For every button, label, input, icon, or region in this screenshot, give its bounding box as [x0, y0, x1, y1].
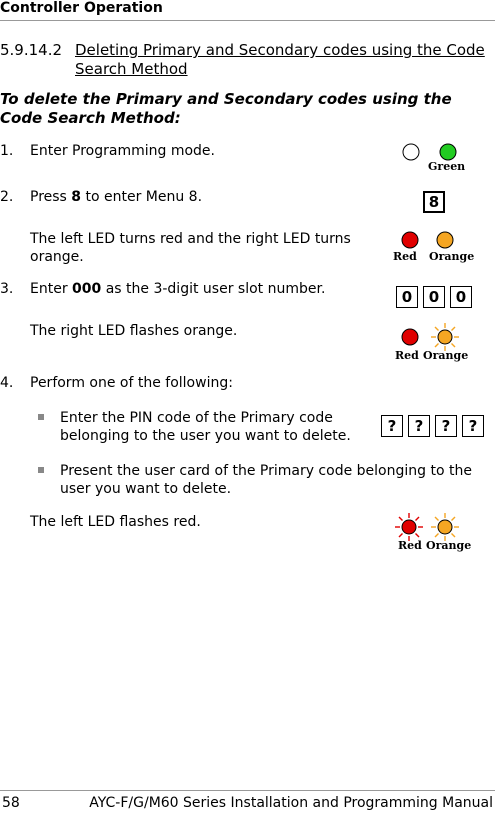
step-number: 1.	[0, 143, 14, 159]
step-2-note: The left LED turns red and the right LED turns orange.	[30, 231, 351, 265]
left-led-red-icon	[402, 329, 418, 345]
key-0: 0	[450, 286, 472, 308]
led-indicator-step-1	[402, 143, 472, 173]
step-text: Press 8 to enter Menu 8.	[30, 189, 203, 205]
section-number: 5.9.14.2	[0, 41, 63, 59]
step-text: Enter Programming mode.	[30, 143, 215, 159]
key-8: 8	[423, 191, 445, 213]
step-text: Perform one of the following:	[30, 375, 233, 391]
right-led-flashing-orange-icon	[431, 323, 459, 351]
procedure-subheading: To delete the Primary and Secondary codes using the Code Search Method:	[0, 90, 452, 127]
red-label: Red	[393, 250, 417, 263]
left-led-red-icon	[402, 232, 418, 248]
led-icons	[393, 322, 473, 352]
green-label: Green	[428, 160, 466, 173]
key-question: ?	[408, 415, 430, 437]
bullet-square-icon	[38, 414, 44, 420]
led-indicator-step-4	[393, 512, 473, 554]
led-icons	[393, 230, 473, 250]
step-text: Enter 000 as the 3-digit user slot number.	[30, 281, 326, 297]
red-label: Red	[398, 539, 422, 552]
section-title: Deleting Primary and Secondary codes using the Code Search Method	[75, 41, 485, 78]
key-question: ?	[381, 415, 403, 437]
header-title: Controller Operation	[0, 0, 163, 16]
step-number: 3.	[0, 281, 14, 297]
orange-label: Orange	[429, 250, 475, 263]
step-number: 2.	[0, 189, 14, 205]
right-led-green-icon	[440, 144, 456, 160]
key-question: ?	[435, 415, 457, 437]
key-question: ?	[462, 415, 484, 437]
left-led-off-icon	[403, 144, 419, 160]
page-number: 58	[2, 795, 20, 811]
page-footer	[0, 790, 495, 813]
red-label: Red	[395, 349, 419, 362]
led-indicator-step-2	[393, 230, 473, 264]
bullet-square-icon	[38, 467, 44, 473]
step-3-note: The right LED flashes orange.	[30, 323, 238, 339]
bullet-text: Enter the PIN code of the Primary code belonging to the user you want to delete.	[60, 410, 351, 444]
right-led-orange-icon	[437, 232, 453, 248]
orange-label: Orange	[423, 349, 469, 362]
manual-title: AYC-F/G/M60 Series Installation and Programming Manual	[89, 795, 493, 811]
led-icons	[393, 512, 473, 542]
orange-label: Orange	[426, 539, 472, 552]
right-led-flashing-orange-icon	[431, 513, 459, 541]
bullet-text: Present the user card of the Primary code belonging to the user you want to delete.	[60, 463, 472, 497]
step-4-note: The left LED flashes red.	[30, 514, 201, 530]
page-header	[0, 0, 495, 21]
led-indicator-step-3	[393, 322, 473, 362]
key-0: 0	[423, 286, 445, 308]
key-0: 0	[396, 286, 418, 308]
step-number: 4.	[0, 375, 14, 391]
left-led-flashing-red-icon	[395, 513, 423, 541]
